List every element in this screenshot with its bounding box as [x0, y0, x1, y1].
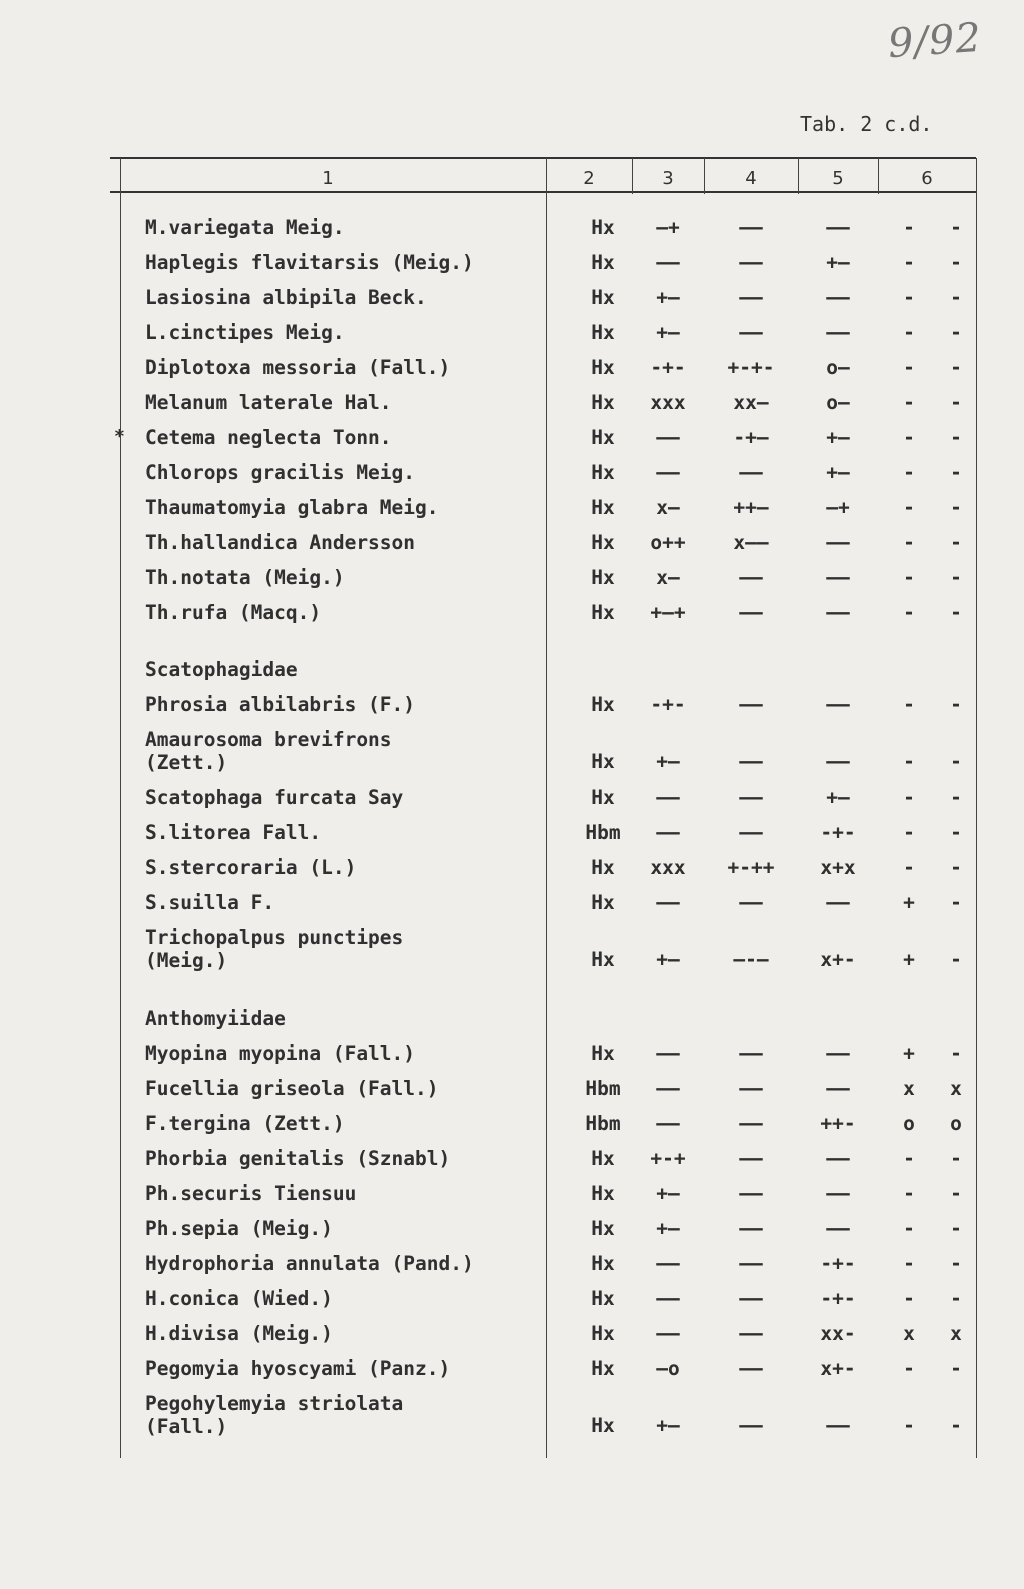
- col3-value: ——: [656, 786, 680, 809]
- col4-value: ——: [739, 891, 763, 914]
- table-caption: Tab. 2 c.d.: [800, 112, 933, 136]
- habitat-code: Hx: [591, 496, 615, 519]
- col5-value: ++-: [820, 1112, 856, 1135]
- col3-value: -+-: [650, 356, 686, 379]
- col3-value: o++: [650, 531, 686, 554]
- col3-value: xxx: [650, 856, 686, 879]
- species-name: Ph.securis Tiensuu: [145, 1182, 357, 1205]
- species-name: Scatophaga furcata Say: [145, 786, 404, 809]
- col6-value-a: x: [903, 1077, 915, 1100]
- column-header-6: 6: [921, 168, 933, 189]
- col6-value-a: -: [903, 496, 915, 519]
- col3-value: ——: [656, 461, 680, 484]
- col6-value-b: -: [950, 693, 962, 716]
- species-name: Ph.sepia (Meig.): [145, 1217, 333, 1240]
- species-name: Fucellia griseola (Fall.): [145, 1077, 439, 1100]
- col6-value-a: -: [903, 1182, 915, 1205]
- habitat-code: Hx: [591, 856, 615, 879]
- habitat-code: Hx: [591, 891, 615, 914]
- col3-value: +—: [656, 286, 680, 309]
- species-name: Trichopalpus punctipes (Meig.): [145, 926, 404, 972]
- row-marker: *: [114, 426, 125, 447]
- col6-value-b: -: [950, 566, 962, 589]
- col6-value-a: +: [903, 891, 915, 914]
- column-header-1: 1: [322, 168, 334, 189]
- col5-value: ——: [826, 891, 850, 914]
- col5-value: +—: [826, 251, 850, 274]
- col4-value: ——: [739, 1042, 763, 1065]
- col6-value-b: -: [950, 1357, 962, 1380]
- col6-value-a: -: [903, 321, 915, 344]
- column-header-4: 4: [745, 168, 757, 189]
- habitat-code: Hx: [591, 1182, 615, 1205]
- col3-value: +—: [656, 1217, 680, 1240]
- species-name: S.stercoraria (L.): [145, 856, 357, 879]
- species-name: Myopina myopina (Fall.): [145, 1042, 416, 1065]
- col4-value: ——: [739, 821, 763, 844]
- habitat-code: Hx: [591, 251, 615, 274]
- col5-value: ——: [826, 531, 850, 554]
- col5-value: ——: [826, 216, 850, 239]
- species-name: Thaumatomyia glabra Meig.: [145, 496, 439, 519]
- species-name: L.cinctipes Meig.: [145, 321, 345, 344]
- col6-value-b: -: [950, 461, 962, 484]
- col6-value-a: -: [903, 856, 915, 879]
- species-name: Th.hallandica Andersson: [145, 531, 416, 554]
- species-name: Hydrophoria annulata (Pand.): [145, 1252, 474, 1275]
- col3-value: +—: [656, 321, 680, 344]
- species-name: Melanum laterale Hal.: [145, 391, 392, 414]
- col3-value: ——: [656, 251, 680, 274]
- col4-value: ——: [739, 693, 763, 716]
- col3-value: ——: [656, 891, 680, 914]
- habitat-code: Hx: [591, 1357, 615, 1380]
- col3-value: ——: [656, 1112, 680, 1135]
- species-name: Pegomyia hyoscyami (Panz.): [145, 1357, 451, 1380]
- col6-value-b: -: [950, 1287, 962, 1310]
- habitat-code: Hx: [591, 1287, 615, 1310]
- col4-value: ——: [739, 251, 763, 274]
- col6-value-a: -: [903, 216, 915, 239]
- col3-value: x—: [656, 566, 680, 589]
- col5-value: +—: [826, 786, 850, 809]
- column-divider: [120, 158, 121, 1458]
- column-header-3: 3: [662, 168, 674, 189]
- col4-value: ——: [739, 1112, 763, 1135]
- col5-value: x+-: [820, 1357, 856, 1380]
- col6-value-b: -: [950, 251, 962, 274]
- species-name: Th.rufa (Macq.): [145, 601, 322, 624]
- col4-value: ——: [739, 1414, 763, 1437]
- column-divider: [878, 158, 879, 194]
- col6-value-b: -: [950, 496, 962, 519]
- species-name: Chlorops gracilis Meig.: [145, 461, 416, 484]
- col6-value-b: -: [950, 891, 962, 914]
- species-name: F.tergina (Zett.): [145, 1112, 345, 1135]
- col6-value-a: -: [903, 1414, 915, 1437]
- species-name: Th.notata (Meig.): [145, 566, 345, 589]
- col6-value-a: -: [903, 391, 915, 414]
- col3-value: —o: [656, 1357, 680, 1380]
- col5-value: ——: [826, 693, 850, 716]
- habitat-code: Hx: [591, 1217, 615, 1240]
- col6-value-b: -: [950, 750, 962, 773]
- col4-value: ——: [739, 1322, 763, 1345]
- col6-value-a: -: [903, 251, 915, 274]
- col6-value-b: -: [950, 1217, 962, 1240]
- col6-value-b: x: [950, 1077, 962, 1100]
- col3-value: ——: [656, 1077, 680, 1100]
- species-name: Haplegis flavitarsis (Meig.): [145, 251, 474, 274]
- col4-value: —-—: [733, 948, 769, 971]
- col5-value: ——: [826, 601, 850, 624]
- col4-value: ——: [739, 461, 763, 484]
- habitat-code: Hx: [591, 426, 615, 449]
- col4-value: xx—: [733, 391, 769, 414]
- habitat-code: Hbm: [585, 1077, 621, 1100]
- habitat-code: Hx: [591, 1147, 615, 1170]
- col5-value: ——: [826, 286, 850, 309]
- col6-value-b: -: [950, 601, 962, 624]
- col6-value-b: -: [950, 391, 962, 414]
- habitat-code: Hx: [591, 1322, 615, 1345]
- column-header-2: 2: [583, 168, 595, 189]
- col3-value: +—: [656, 750, 680, 773]
- col3-value: x—: [656, 496, 680, 519]
- column-divider: [632, 158, 633, 194]
- col6-value-a: o: [903, 1112, 915, 1135]
- col5-value: ——: [826, 1042, 850, 1065]
- col6-value-b: -: [950, 1147, 962, 1170]
- col6-value-b: o: [950, 1112, 962, 1135]
- habitat-code: Hx: [591, 601, 615, 624]
- col5-value: xx-: [820, 1322, 856, 1345]
- col4-value: ——: [739, 1182, 763, 1205]
- col5-value: ——: [826, 1147, 850, 1170]
- species-name: Phorbia genitalis (Sznabl): [145, 1147, 451, 1170]
- col4-value: ——: [739, 1287, 763, 1310]
- habitat-code: Hx: [591, 391, 615, 414]
- col3-value: +—+: [650, 601, 686, 624]
- col5-value: x+-: [820, 948, 856, 971]
- col6-value-a: x: [903, 1322, 915, 1345]
- col4-value: ——: [739, 1217, 763, 1240]
- col6-value-b: -: [950, 856, 962, 879]
- col4-value: ——: [739, 566, 763, 589]
- col4-value: ——: [739, 216, 763, 239]
- column-header-5: 5: [832, 168, 844, 189]
- col6-value-a: +: [903, 948, 915, 971]
- col6-value-a: -: [903, 821, 915, 844]
- column-divider: [704, 158, 705, 194]
- habitat-code: Hx: [591, 321, 615, 344]
- column-divider: [546, 158, 547, 1458]
- col5-value: -+-: [820, 1287, 856, 1310]
- col3-value: —+: [656, 216, 680, 239]
- col5-value: o—: [826, 356, 850, 379]
- col4-value: +-++: [727, 856, 775, 879]
- col6-value-a: -: [903, 1147, 915, 1170]
- col3-value: -+-: [650, 693, 686, 716]
- col3-value: ——: [656, 426, 680, 449]
- col5-value: o—: [826, 391, 850, 414]
- col6-value-b: -: [950, 216, 962, 239]
- col5-value: ——: [826, 321, 850, 344]
- col5-value: ——: [826, 1414, 850, 1437]
- habitat-code: Hx: [591, 1042, 615, 1065]
- col6-value-b: x: [950, 1322, 962, 1345]
- col5-value: +—: [826, 426, 850, 449]
- col4-value: ——: [739, 1357, 763, 1380]
- col3-value: ——: [656, 1252, 680, 1275]
- col6-value-a: -: [903, 426, 915, 449]
- group-heading: Anthomyiidae: [145, 1007, 286, 1030]
- col4-value: ——: [739, 750, 763, 773]
- col4-value: ——: [739, 1147, 763, 1170]
- species-name: Phrosia albilabris (F.): [145, 693, 416, 716]
- col6-value-a: -: [903, 1217, 915, 1240]
- col4-value: ——: [739, 1252, 763, 1275]
- col5-value: ——: [826, 750, 850, 773]
- col3-value: ——: [656, 1322, 680, 1345]
- habitat-code: Hbm: [585, 821, 621, 844]
- species-name: Pegohylemyia striolata (Fall.): [145, 1392, 404, 1438]
- habitat-code: Hx: [591, 948, 615, 971]
- col5-value: ——: [826, 1077, 850, 1100]
- col3-value: ——: [656, 1042, 680, 1065]
- col6-value-a: -: [903, 461, 915, 484]
- species-name: Diplotoxa messoria (Fall.): [145, 356, 451, 379]
- habitat-code: Hx: [591, 1252, 615, 1275]
- col5-value: ——: [826, 566, 850, 589]
- col3-value: +-+: [650, 1147, 686, 1170]
- species-name: M.variegata Meig.: [145, 216, 345, 239]
- col3-value: +—: [656, 948, 680, 971]
- species-name: S.suilla F.: [145, 891, 275, 914]
- col3-value: +—: [656, 1182, 680, 1205]
- col3-value: ——: [656, 821, 680, 844]
- col3-value: ——: [656, 1287, 680, 1310]
- col6-value-b: -: [950, 321, 962, 344]
- col5-value: ——: [826, 1182, 850, 1205]
- species-name: Cetema neglecta Tonn.: [145, 426, 392, 449]
- habitat-code: Hx: [591, 216, 615, 239]
- habitat-code: Hx: [591, 356, 615, 379]
- col6-value-a: -: [903, 1357, 915, 1380]
- habitat-code: Hx: [591, 693, 615, 716]
- col5-value: x+x: [820, 856, 856, 879]
- col4-value: ——: [739, 286, 763, 309]
- species-name: Amaurosoma brevifrons (Zett.): [145, 728, 392, 774]
- col6-value-b: -: [950, 821, 962, 844]
- species-name: H.divisa (Meig.): [145, 1322, 333, 1345]
- column-divider: [976, 158, 977, 1458]
- group-heading: Scatophagidae: [145, 658, 298, 681]
- col6-value-b: -: [950, 1252, 962, 1275]
- col5-value: -+-: [820, 821, 856, 844]
- col5-value: ——: [826, 1217, 850, 1240]
- col6-value-a: -: [903, 601, 915, 624]
- col6-value-b: -: [950, 1042, 962, 1065]
- col5-value: —+: [826, 496, 850, 519]
- species-name: H.conica (Wied.): [145, 1287, 333, 1310]
- habitat-code: Hx: [591, 1414, 615, 1437]
- habitat-code: Hbm: [585, 1112, 621, 1135]
- habitat-code: Hx: [591, 461, 615, 484]
- col6-value-b: -: [950, 786, 962, 809]
- col6-value-a: -: [903, 1287, 915, 1310]
- col4-value: -+—: [733, 426, 769, 449]
- col6-value-a: -: [903, 750, 915, 773]
- col6-value-a: -: [903, 693, 915, 716]
- column-divider: [798, 158, 799, 194]
- col3-value: +—: [656, 1414, 680, 1437]
- col4-value: ——: [739, 321, 763, 344]
- col4-value: ——: [739, 601, 763, 624]
- col6-value-a: -: [903, 531, 915, 554]
- col3-value: xxx: [650, 391, 686, 414]
- col6-value-b: -: [950, 356, 962, 379]
- col6-value-a: -: [903, 1252, 915, 1275]
- col6-value-b: -: [950, 531, 962, 554]
- habitat-code: Hx: [591, 566, 615, 589]
- col6-value-b: -: [950, 1182, 962, 1205]
- col4-value: ——: [739, 786, 763, 809]
- col6-value-a: -: [903, 566, 915, 589]
- table-top-rule: [110, 157, 976, 159]
- species-name: Lasiosina albipila Beck.: [145, 286, 427, 309]
- habitat-code: Hx: [591, 531, 615, 554]
- col4-value: +-+-: [727, 356, 775, 379]
- col4-value: ++—: [733, 496, 769, 519]
- col6-value-a: -: [903, 786, 915, 809]
- col6-value-b: -: [950, 426, 962, 449]
- col5-value: +—: [826, 461, 850, 484]
- col6-value-a: -: [903, 356, 915, 379]
- col6-value-b: -: [950, 286, 962, 309]
- habitat-code: Hx: [591, 286, 615, 309]
- col6-value-b: -: [950, 1414, 962, 1437]
- col5-value: -+-: [820, 1252, 856, 1275]
- col6-value-b: -: [950, 948, 962, 971]
- col4-value: ——: [739, 1077, 763, 1100]
- habitat-code: Hx: [591, 750, 615, 773]
- species-name: S.litorea Fall.: [145, 821, 322, 844]
- col4-value: x——: [733, 531, 769, 554]
- habitat-code: Hx: [591, 786, 615, 809]
- col6-value-a: -: [903, 286, 915, 309]
- page-number: 9/92: [886, 14, 984, 68]
- col6-value-a: +: [903, 1042, 915, 1065]
